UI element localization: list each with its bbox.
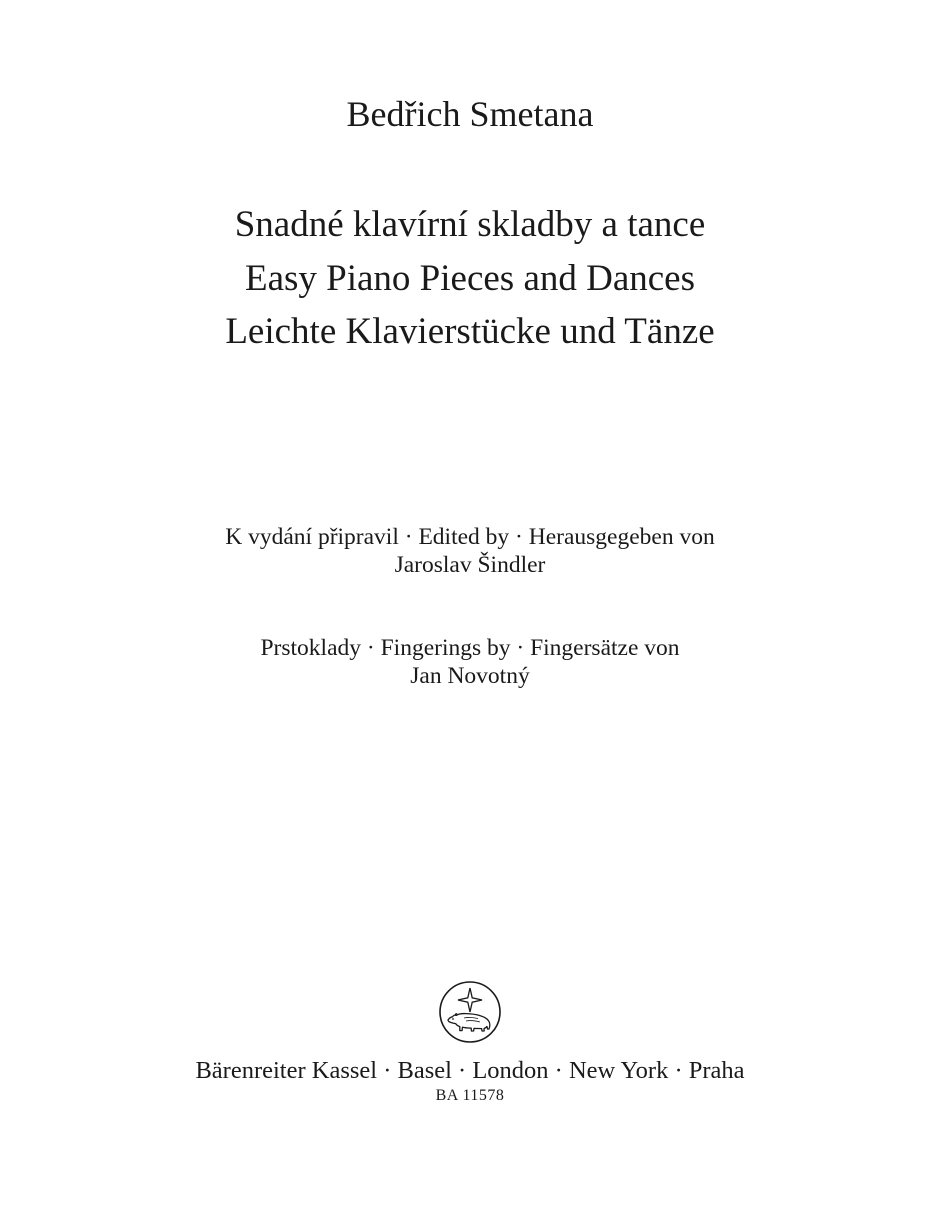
title-block	[0, 198, 940, 359]
fingering-role: Prstoklady · Fingerings by · Fingersätze von	[260, 635, 680, 661]
editor-name: Jaroslav Šindler	[394, 552, 546, 578]
title-german: Leichte Klavierstücke und Tänze	[225, 311, 715, 352]
title-english: Easy Piano Pieces and Dances	[244, 257, 696, 299]
publisher-logo-icon	[438, 980, 502, 1044]
publisher-line: Bärenreiter Kassel · Basel · London · New York · Praha	[195, 1057, 745, 1084]
editor-credit	[0, 523, 940, 579]
editor-role: K vydání připravil · Edited by · Herausgegeben von	[225, 524, 715, 550]
fingering-name: Jan Novotný	[410, 663, 530, 689]
composer-name: Bedřich Smetana	[346, 94, 594, 134]
fingering-credit	[0, 634, 940, 690]
title-czech: Snadné klavírní skladby a tance	[234, 204, 706, 245]
catalog-number: BA 11578	[435, 1087, 505, 1104]
